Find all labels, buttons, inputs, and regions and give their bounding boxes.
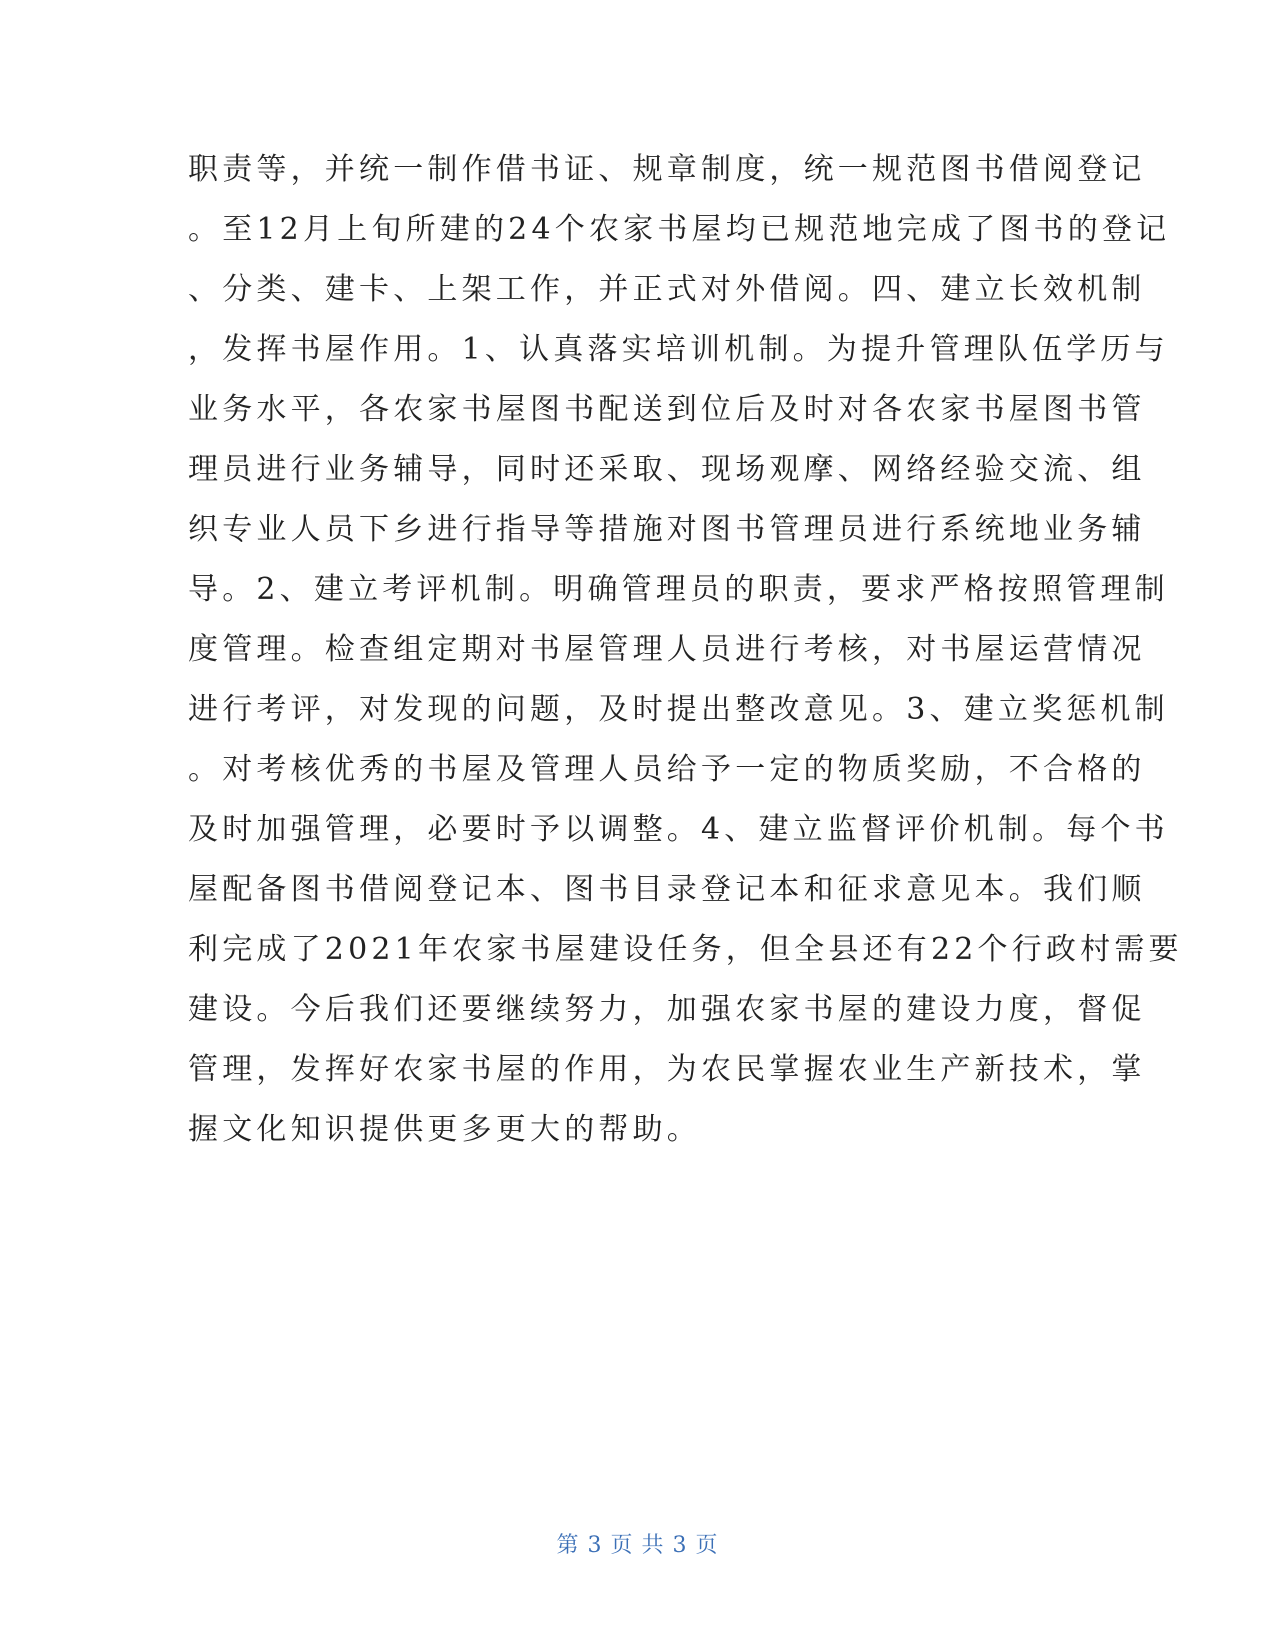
- text-line: 织专业人员下乡进行指导等措施对图书管理员进行系统地业务辅: [188, 512, 1146, 547]
- text-line: 导。2、建立考评机制。明确管理员的职责，要求严格按照管理制: [188, 572, 1169, 607]
- text-line: 握文化知识提供更多更大的帮助。: [188, 1112, 701, 1147]
- body-text: [188, 140, 1183, 1160]
- text-line: 及时加强管理，必要时予以调整。4、建立监督评价机制。每个书: [188, 812, 1169, 847]
- page-footer: [0, 1528, 1275, 1559]
- text-line: 管理，发挥好农家书屋的作用，为农民掌握农业生产新技术，掌: [188, 1052, 1146, 1087]
- text-line: 职责等，并统一制作借书证、规章制度，统一规范图书借阅登记: [188, 152, 1146, 187]
- page-number-label: 第 3 页 共 3 页: [556, 1533, 719, 1558]
- text-line: 。至12月上旬所建的24个农家书屋均已规范地完成了图书的登记: [188, 212, 1171, 247]
- text-line: 理员进行业务辅导，同时还采取、现场观摩、网络经验交流、组: [188, 452, 1146, 487]
- text-line: 建设。今后我们还要继续努力，加强农家书屋的建设力度，督促: [188, 992, 1146, 1027]
- text-line: 屋配备图书借阅登记本、图书目录登记本和征求意见本。我们顺: [188, 872, 1146, 907]
- text-line: 进行考评，对发现的问题，及时提出整改意见。3、建立奖惩机制: [188, 692, 1169, 727]
- text-line: 度管理。检查组定期对书屋管理人员进行考核，对书屋运营情况: [188, 632, 1146, 667]
- text-line: 。对考核优秀的书屋及管理人员给予一定的物质奖励，不合格的: [188, 752, 1146, 787]
- text-line: ，发挥书屋作用。1、认真落实培训机制。为提升管理队伍学历与: [188, 332, 1169, 367]
- text-line: 业务水平，各农家书屋图书配送到位后及时对各农家书屋图书管: [188, 392, 1146, 427]
- text-line: 、分类、建卡、上架工作，并正式对外借阅。四、建立长效机制: [188, 272, 1146, 307]
- text-line: 利完成了2021年农家书屋建设任务，但全县还有22个行政村需要: [188, 932, 1183, 967]
